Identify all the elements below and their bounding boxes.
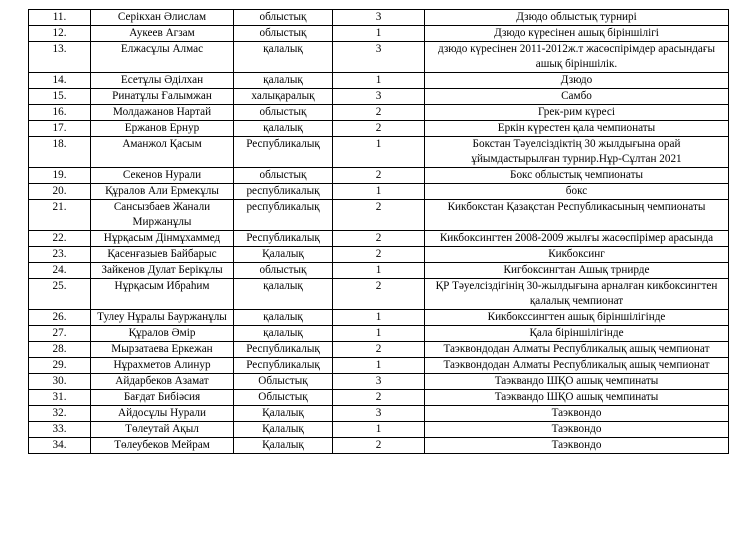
- table-row: [29, 231, 729, 247]
- event-name-cell: Дзюдо күресінен ашық біріншілігі: [425, 26, 729, 42]
- event-name-cell: Кикбоксинг: [425, 247, 729, 263]
- student-name-cell: Тулеу Нұралы Бауржанұлы: [91, 310, 234, 326]
- place-cell: 1: [333, 326, 425, 342]
- table-row: [29, 184, 729, 200]
- table-row: [29, 89, 729, 105]
- student-name-cell: Төлеубеков Мейрам: [91, 438, 234, 454]
- competition-level-cell: халықаралық: [234, 89, 333, 105]
- competition-level-cell: қалалық: [234, 310, 333, 326]
- table-row: [29, 168, 729, 184]
- event-name-cell: Кикбокстан Қазақстан Республикасының чемпионаты: [425, 200, 729, 231]
- competition-level-cell: Республикалық: [234, 358, 333, 374]
- place-cell: 2: [333, 231, 425, 247]
- student-name-cell: Бағдат Бибіәсия: [91, 390, 234, 406]
- table-row: [29, 105, 729, 121]
- event-name-cell: Таэквондо: [425, 406, 729, 422]
- place-cell: 2: [333, 200, 425, 231]
- table-row: [29, 438, 729, 454]
- place-cell: 3: [333, 406, 425, 422]
- student-name-cell: Аманжол Қасым: [91, 137, 234, 168]
- row-number-cell: 16.: [29, 105, 91, 121]
- table-row: [29, 406, 729, 422]
- row-number-cell: 15.: [29, 89, 91, 105]
- row-number-cell: 20.: [29, 184, 91, 200]
- event-name-cell: Кигбоксингтан Ашық трнирде: [425, 263, 729, 279]
- event-name-cell: Таэквондодан Алматы Республикалық ашық чемпионат: [425, 358, 729, 374]
- table-row: [29, 10, 729, 26]
- place-cell: 2: [333, 342, 425, 358]
- place-cell: 1: [333, 73, 425, 89]
- place-cell: 1: [333, 26, 425, 42]
- student-name-cell: Нұрқасым Дінмұхаммед: [91, 231, 234, 247]
- event-name-cell: Таэквондо: [425, 422, 729, 438]
- table-row: [29, 42, 729, 73]
- student-name-cell: Аукеев Агзам: [91, 26, 234, 42]
- event-name-cell: Еркін күрестен қала чемпионаты: [425, 121, 729, 137]
- table-row: [29, 121, 729, 137]
- table-row: [29, 310, 729, 326]
- competition-level-cell: Республикалық: [234, 231, 333, 247]
- table-row: [29, 73, 729, 89]
- event-name-cell: Қала біріншілігінде: [425, 326, 729, 342]
- student-name-cell: Серікхан Әлислам: [91, 10, 234, 26]
- row-number-cell: 14.: [29, 73, 91, 89]
- row-number-cell: 12.: [29, 26, 91, 42]
- table-row: [29, 422, 729, 438]
- student-name-cell: Айдарбеков Азамат: [91, 374, 234, 390]
- competition-level-cell: қалалық: [234, 279, 333, 310]
- event-name-cell: Кикбокссингтен ашық біріншілігінде: [425, 310, 729, 326]
- place-cell: 3: [333, 374, 425, 390]
- competition-level-cell: облыстық: [234, 263, 333, 279]
- student-name-cell: Құралов Әмір: [91, 326, 234, 342]
- row-number-cell: 18.: [29, 137, 91, 168]
- row-number-cell: 23.: [29, 247, 91, 263]
- student-name-cell: Есетұлы Әділхан: [91, 73, 234, 89]
- place-cell: 1: [333, 263, 425, 279]
- table-row: [29, 26, 729, 42]
- row-number-cell: 29.: [29, 358, 91, 374]
- table-row: [29, 247, 729, 263]
- competition-level-cell: қалалық: [234, 73, 333, 89]
- student-name-cell: Секенов Нурали: [91, 168, 234, 184]
- place-cell: 3: [333, 42, 425, 73]
- student-name-cell: Нұрқасым Ибраһим: [91, 279, 234, 310]
- event-name-cell: Бокстан Тәуелсіздіктің 30 жылдығына орай ұйымдастырылған турнир.Нұр-Сұлтан 2021: [425, 137, 729, 168]
- place-cell: 1: [333, 422, 425, 438]
- competition-level-cell: Облыстық: [234, 390, 333, 406]
- place-cell: 3: [333, 89, 425, 105]
- student-name-cell: Төлеутай Ақыл: [91, 422, 234, 438]
- row-number-cell: 27.: [29, 326, 91, 342]
- table-row: [29, 137, 729, 168]
- event-name-cell: бокс: [425, 184, 729, 200]
- table-row: [29, 326, 729, 342]
- event-name-cell: дзюдо күресінен 2011-2012ж.т жасөспірімдер арасындағы ашық біріншілік.: [425, 42, 729, 73]
- row-number-cell: 21.: [29, 200, 91, 231]
- place-cell: 3: [333, 10, 425, 26]
- competition-level-cell: республикалық: [234, 200, 333, 231]
- event-name-cell: Кикбоксингтен 2008-2009 жылғы жасөспірімер арасында: [425, 231, 729, 247]
- table-row: [29, 358, 729, 374]
- student-name-cell: Айдосұлы Нурали: [91, 406, 234, 422]
- place-cell: 2: [333, 168, 425, 184]
- row-number-cell: 11.: [29, 10, 91, 26]
- competition-level-cell: Республикалық: [234, 137, 333, 168]
- place-cell: 1: [333, 310, 425, 326]
- student-name-cell: Ринатұлы Ғалымжан: [91, 89, 234, 105]
- table-row: [29, 200, 729, 231]
- event-name-cell: Таэквондо: [425, 438, 729, 454]
- student-name-cell: Қасенғазыев Байбарыс: [91, 247, 234, 263]
- results-table-wrapper: [28, 9, 728, 454]
- competition-level-cell: Қалалық: [234, 438, 333, 454]
- competition-level-cell: облыстық: [234, 10, 333, 26]
- student-name-cell: Құралов Али Ермекұлы: [91, 184, 234, 200]
- student-name-cell: Мырзатаева Еркежан: [91, 342, 234, 358]
- competition-level-cell: қалалық: [234, 121, 333, 137]
- competition-level-cell: Қалалық: [234, 422, 333, 438]
- student-name-cell: Молдажанов Нартай: [91, 105, 234, 121]
- table-row: [29, 342, 729, 358]
- row-number-cell: 19.: [29, 168, 91, 184]
- student-name-cell: Нұрахметов Алинур: [91, 358, 234, 374]
- row-number-cell: 31.: [29, 390, 91, 406]
- competition-level-cell: қалалық: [234, 326, 333, 342]
- competition-level-cell: облыстық: [234, 26, 333, 42]
- competition-level-cell: Қалалық: [234, 247, 333, 263]
- competition-level-cell: облыстық: [234, 105, 333, 121]
- event-name-cell: Самбо: [425, 89, 729, 105]
- event-name-cell: Таэквандо ШҚО ашық чемпинаты: [425, 390, 729, 406]
- competition-level-cell: Қалалық: [234, 406, 333, 422]
- student-name-cell: Сансызбаев Жанали Миржанұлы: [91, 200, 234, 231]
- event-name-cell: Грек-рим күресі: [425, 105, 729, 121]
- place-cell: 2: [333, 279, 425, 310]
- row-number-cell: 34.: [29, 438, 91, 454]
- row-number-cell: 24.: [29, 263, 91, 279]
- competition-level-cell: облыстық: [234, 168, 333, 184]
- row-number-cell: 30.: [29, 374, 91, 390]
- place-cell: 2: [333, 121, 425, 137]
- table-row: [29, 263, 729, 279]
- table-row: [29, 279, 729, 310]
- event-name-cell: ҚР Тәуелсіздігінің 30-жылдығына арналған кикбоксингтен қалалық чемпионат: [425, 279, 729, 310]
- competition-level-cell: Облыстық: [234, 374, 333, 390]
- student-name-cell: Ержанов Ернур: [91, 121, 234, 137]
- place-cell: 2: [333, 105, 425, 121]
- event-name-cell: Таэквандо ШҚО ашық чемпинаты: [425, 374, 729, 390]
- event-name-cell: Дзюдо облыстық турнирі: [425, 10, 729, 26]
- row-number-cell: 26.: [29, 310, 91, 326]
- place-cell: 2: [333, 247, 425, 263]
- place-cell: 1: [333, 137, 425, 168]
- event-name-cell: Дзюдо: [425, 73, 729, 89]
- row-number-cell: 25.: [29, 279, 91, 310]
- row-number-cell: 22.: [29, 231, 91, 247]
- row-number-cell: 17.: [29, 121, 91, 137]
- table-row: [29, 390, 729, 406]
- row-number-cell: 28.: [29, 342, 91, 358]
- row-number-cell: 32.: [29, 406, 91, 422]
- competition-level-cell: республикалық: [234, 184, 333, 200]
- student-name-cell: Зайкенов Дулат Берікұлы: [91, 263, 234, 279]
- event-name-cell: Таэквондодан Алматы Республикалық ашық чемпионат: [425, 342, 729, 358]
- place-cell: 1: [333, 358, 425, 374]
- place-cell: 1: [333, 184, 425, 200]
- place-cell: 2: [333, 438, 425, 454]
- row-number-cell: 33.: [29, 422, 91, 438]
- place-cell: 2: [333, 390, 425, 406]
- student-name-cell: Елжасұлы Алмас: [91, 42, 234, 73]
- table-row: [29, 374, 729, 390]
- competition-level-cell: Республикалық: [234, 342, 333, 358]
- results-table: [28, 9, 729, 454]
- row-number-cell: 13.: [29, 42, 91, 73]
- results-table-body: [29, 10, 729, 454]
- event-name-cell: Бокс облыстық чемпионаты: [425, 168, 729, 184]
- competition-level-cell: қалалық: [234, 42, 333, 73]
